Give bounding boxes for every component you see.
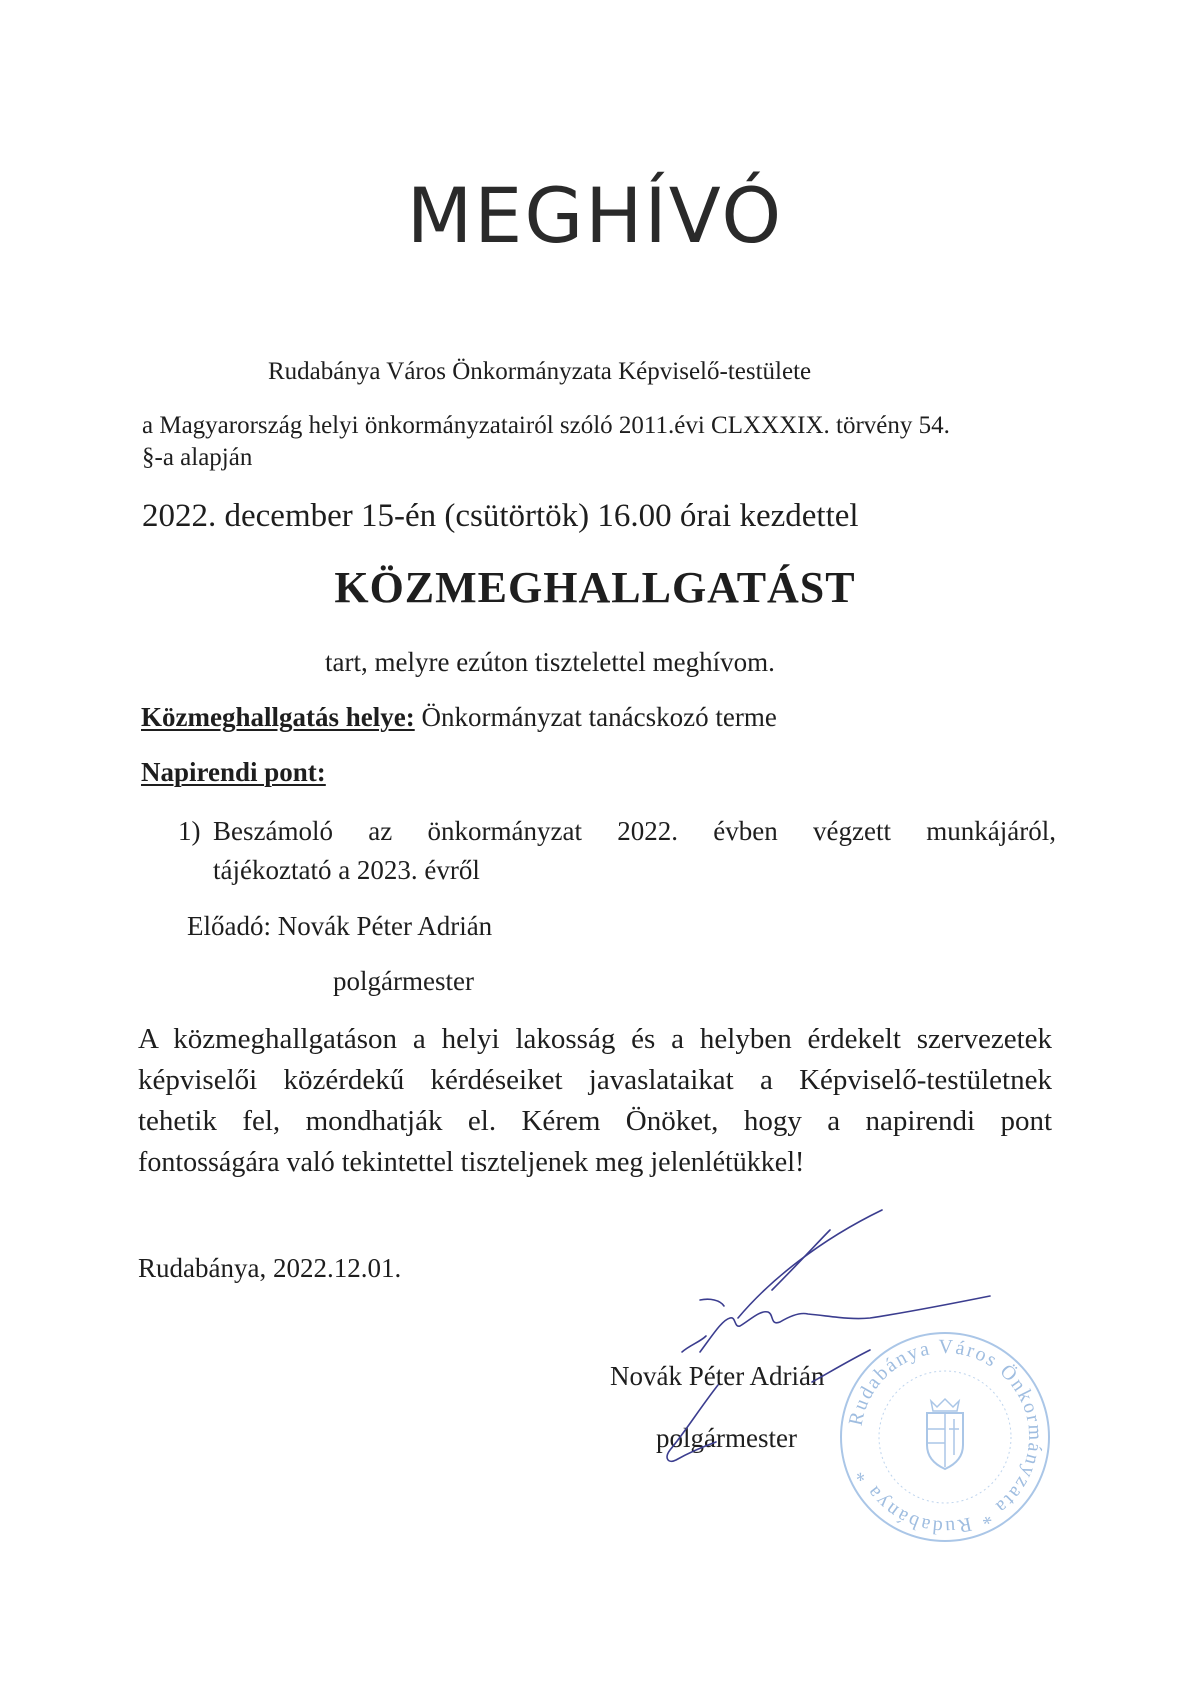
invite-text: tart, melyre ezúton tisztelettel meghívom. xyxy=(325,647,775,677)
closing-paragraph-line-2: képviselői közérdekű kérdéseiket javaslataikat a Képviselő-testületnek xyxy=(138,1064,1052,1096)
stamp-text: Rudabánya Város Önkormányzata * Rudabánya * xyxy=(844,1335,1047,1539)
agenda-label: Napirendi pont: xyxy=(141,757,326,787)
meeting-date-time: 2022. december 15-én (csütörtök) 16.00 órai kezdettel xyxy=(142,498,859,534)
document-title: MEGHÍVÓ xyxy=(406,171,784,260)
venue-label: Közmeghallgatás helye: xyxy=(141,702,415,732)
closing-paragraph-line-3: tehetik fel, mondhatják el. Kérem Önöket, hogy a napirendi pont xyxy=(138,1105,1052,1137)
venue-value: Önkormányzat tanácskozó terme xyxy=(421,702,777,732)
agenda-item-number: 1) xyxy=(178,816,201,846)
closing-paragraph-line-4: fontosságára való tekintettel tiszteljenek meg jelenlétükkel! xyxy=(138,1147,805,1178)
legal-basis-line-1: a Magyarország helyi önkormányzatairól szóló 2011.évi CLXXXIX. törvény 54. xyxy=(142,412,950,439)
signatory-title: polgármester xyxy=(656,1423,797,1453)
closing-paragraph-line-1: A közmeghallgatáson a helyi lakosság és a helyben érdekelt szervezetek xyxy=(138,1023,1052,1055)
signatory-name: Novák Péter Adrián xyxy=(610,1361,825,1391)
place-and-date: Rudabánya, 2022.12.01. xyxy=(138,1253,402,1283)
agenda-item-line-2: tájékoztató a 2023. évről xyxy=(213,855,480,885)
headline: KÖZMEGHALLGATÁST xyxy=(334,563,856,612)
agenda-item-line-1: Beszámoló az önkormányzat 2022. évben végzett munkájáról, xyxy=(213,816,1056,846)
issuer-line: Rudabánya Város Önkormányzata Képviselő-testülete xyxy=(268,358,812,385)
presenter-label: Előadó: Novák Péter Adrián xyxy=(187,911,493,941)
presenter-title: polgármester xyxy=(333,966,474,996)
legal-basis-line-2: §-a alapján xyxy=(142,444,253,471)
